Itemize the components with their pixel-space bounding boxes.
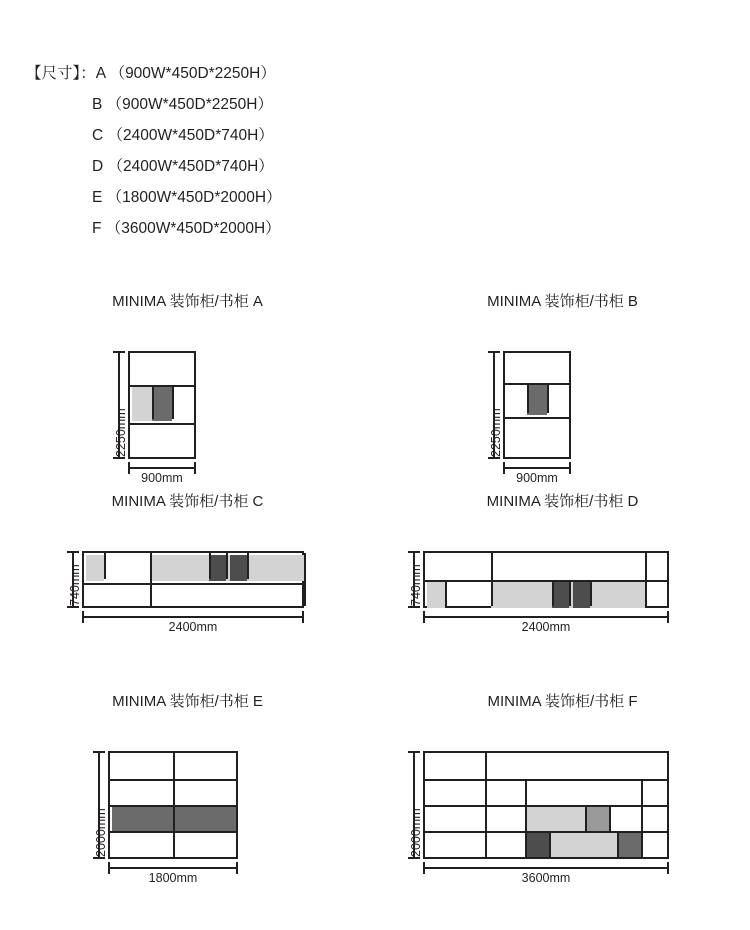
divider-line	[247, 553, 249, 579]
figure-drawing	[375, 333, 750, 483]
panel-dark-gray	[112, 807, 173, 831]
figure-grid	[0, 290, 750, 890]
dimension-spec-list	[26, 58, 282, 244]
height-dimension-label: 2250mm	[114, 408, 128, 457]
shelf-line	[425, 779, 667, 781]
width-dimension-line	[82, 616, 304, 618]
width-dimension-label: 900mm	[516, 471, 558, 485]
spec-dims: （1800W*450D*2000H）	[106, 189, 282, 206]
figure-drawing	[0, 533, 375, 683]
height-dimension-label: 2000mm	[94, 808, 108, 857]
divider-line	[527, 383, 529, 413]
divider-line	[209, 553, 211, 579]
divider-line	[569, 580, 571, 606]
panel-dark-gray	[527, 385, 547, 415]
cabinet-outline	[503, 351, 571, 459]
spec-code: B	[92, 96, 103, 113]
figure-title: MINIMA 装饰柜/书柜 C	[111, 493, 264, 510]
spec-code: E	[92, 189, 103, 206]
spec-dims: （900W*450D*2250H）	[106, 96, 273, 113]
width-dimension-label: 3600mm	[521, 871, 571, 885]
panel-darkest-gray	[209, 555, 226, 581]
divider-line	[525, 779, 527, 857]
figure-cabinet-f	[375, 690, 750, 883]
divider-line	[304, 553, 306, 606]
spec-row	[26, 120, 282, 151]
panel-darkest-gray	[552, 582, 569, 608]
figure-title: MINIMA 装饰柜/书柜 B	[487, 293, 638, 310]
cabinet-outline	[423, 751, 669, 859]
panel-light-gray	[132, 387, 152, 421]
width-dimension-label: 1800mm	[148, 871, 198, 885]
spec-dims: （3600W*450D*2000H）	[105, 220, 281, 237]
spec-dims: （2400W*450D*740H）	[107, 127, 274, 144]
figure-drawing	[0, 733, 375, 883]
divider-line	[552, 580, 554, 606]
cabinet-outline	[108, 751, 238, 859]
figure-cabinet-d	[375, 490, 750, 683]
divider-line	[152, 385, 154, 419]
cabinet-outline	[423, 551, 669, 608]
divider-line	[150, 553, 152, 606]
figure-drawing	[0, 333, 375, 483]
panel-dark-gray	[175, 807, 236, 831]
figure-title: MINIMA 装饰柜/书柜 A	[112, 293, 263, 310]
cabinet-outline	[82, 551, 304, 608]
panel-darkest-gray	[230, 555, 247, 581]
width-dimension-label: 2400mm	[521, 620, 571, 634]
figure-row	[0, 490, 750, 690]
figure-title: MINIMA 装饰柜/书柜 D	[486, 493, 639, 510]
cabinet-outline	[128, 351, 196, 459]
height-dimension-label: 740mm	[409, 564, 423, 606]
divider-line	[641, 779, 643, 857]
height-dimension-label: 2000mm	[409, 808, 423, 857]
panel-darkest-gray	[525, 833, 549, 857]
shelf-line	[84, 583, 302, 585]
width-dimension-line	[108, 867, 238, 869]
width-dimension-line	[128, 467, 196, 469]
panel-dark-gray	[617, 833, 641, 857]
panel-darkest-gray	[573, 582, 590, 608]
panel-mid-gray	[585, 807, 609, 831]
width-dimension-label: 2400mm	[168, 620, 218, 634]
divider-line	[609, 805, 611, 831]
figure-cabinet-c	[0, 490, 375, 683]
height-dimension-label: 2250mm	[489, 408, 503, 457]
shelf-line	[505, 417, 569, 419]
figure-cabinet-e	[0, 690, 375, 883]
figure-title: MINIMA 装饰柜/书柜 F	[487, 693, 638, 710]
width-dimension-label: 900mm	[141, 471, 183, 485]
spec-code: A	[95, 65, 106, 82]
spec-code: C	[92, 127, 104, 144]
spec-row	[26, 151, 282, 182]
panel-dark-gray	[152, 387, 172, 421]
figure-title: MINIMA 装饰柜/书柜 E	[112, 693, 263, 710]
spec-code: F	[92, 220, 102, 237]
divider-line	[645, 553, 647, 606]
divider-line	[485, 753, 487, 857]
divider-line	[104, 553, 106, 579]
spec-dims: （2400W*450D*740H）	[107, 158, 274, 175]
divider-line	[590, 580, 592, 606]
spec-row	[26, 58, 282, 89]
divider-line	[172, 385, 174, 419]
divider-line	[547, 383, 549, 413]
spec-row	[26, 182, 282, 213]
figure-drawing	[375, 533, 750, 683]
width-dimension-line	[423, 616, 669, 618]
divider-line	[491, 553, 493, 606]
figure-row	[0, 690, 750, 890]
figure-row	[0, 290, 750, 490]
spec-row	[26, 89, 282, 120]
spec-code: D	[92, 158, 104, 175]
width-dimension-line	[423, 867, 669, 869]
divider-line	[226, 553, 228, 579]
divider-line	[549, 831, 551, 857]
spec-dims: （900W*450D*2250H）	[109, 65, 276, 82]
panel-light-gray	[86, 555, 104, 581]
divider-line	[585, 805, 587, 831]
figure-cabinet-a	[0, 290, 375, 483]
spec-heading: 【尺寸】：	[26, 65, 96, 82]
divider-line	[445, 580, 447, 606]
height-dimension-label: 740mm	[68, 564, 82, 606]
width-dimension-line	[503, 467, 571, 469]
divider-line	[173, 753, 175, 857]
shelf-line	[130, 423, 194, 425]
divider-line	[617, 831, 619, 857]
figure-drawing	[375, 733, 750, 883]
panel-light-gray	[427, 582, 445, 608]
figure-cabinet-b	[375, 290, 750, 483]
spec-row	[26, 213, 282, 244]
